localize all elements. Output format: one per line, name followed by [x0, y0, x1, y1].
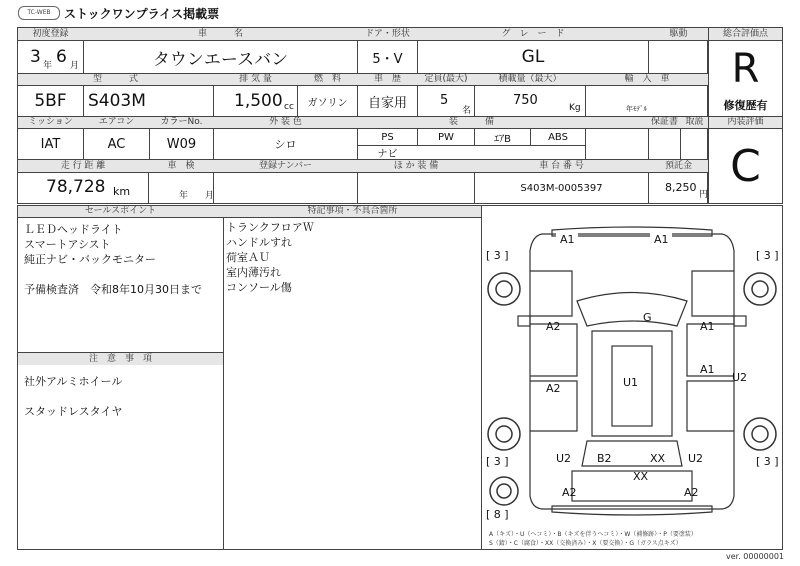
deposit: 8,250: [665, 181, 697, 194]
label-fuel: 燃 料: [298, 74, 357, 85]
left-front-fender: [530, 271, 572, 316]
damage-mark: B2: [597, 452, 612, 465]
load-cell: [475, 86, 585, 116]
label-mission: ミッション: [18, 117, 83, 128]
km-unit: km: [113, 185, 131, 198]
label-aircon: エアコン: [84, 117, 149, 128]
damage-mark: A1: [700, 320, 715, 333]
yen-unit: 円: [699, 190, 709, 200]
tire-front-right: [744, 273, 776, 305]
displacement-cell: [214, 86, 297, 116]
list-item: [24, 389, 122, 404]
label-other-equip: ほ か 装 備: [358, 161, 474, 172]
inspection-year-unit: 年: [179, 191, 189, 201]
legend-line-2: S（錆）・C（腐食）・XX（交換済み）・X（要交換）・G（ガラス点キズ）: [489, 540, 682, 547]
chassis-number: S403M-0005397: [520, 182, 603, 194]
tire-rear-right: [744, 418, 776, 450]
defects-list: [226, 220, 314, 295]
label-equipment: 装 備: [358, 117, 585, 128]
tire-label-rear-left: [ 3 ]: [486, 455, 509, 468]
capacity-cell: [418, 86, 474, 116]
damage-mark: A2: [546, 382, 561, 395]
inspection-cell: [149, 173, 213, 203]
mission: IAT: [40, 136, 61, 152]
import-cell: [586, 86, 708, 116]
label-exterior: 外 装 色: [214, 117, 357, 128]
damage-mark: U2: [556, 452, 572, 465]
equip-abs: ABS: [548, 131, 568, 143]
label-grade: グ レ ー ド: [418, 29, 648, 40]
label-manual: 取説: [681, 117, 708, 128]
label-model: 型 式: [18, 74, 213, 85]
tire-rear-right-inner: [752, 426, 768, 442]
right-rear-door: [687, 381, 734, 431]
model-prefix: 5BF: [34, 91, 67, 111]
car-name: タウンエースバン: [152, 49, 289, 70]
displacement: 1,500: [234, 91, 283, 111]
label-warranty: 保証書: [650, 117, 678, 127]
fuel: ガソリン: [307, 97, 348, 109]
load: 750: [513, 93, 538, 108]
windshield: [577, 293, 687, 327]
mileage-cell: [18, 173, 148, 203]
label-deposit: 預託金: [649, 161, 708, 172]
tire-front-right-inner: [752, 281, 768, 297]
label-category: 車 歴: [358, 74, 417, 85]
tire-label-front-left: [ 3 ]: [486, 249, 509, 262]
label-first-reg: 初度登録: [18, 29, 83, 40]
list-item: ＬＥＤヘッドライト: [24, 223, 123, 236]
overall-note: 修復歴有: [723, 99, 768, 112]
month-unit: 月: [70, 61, 80, 71]
load-unit: Kg: [569, 103, 581, 113]
equip-pw: PW: [438, 131, 454, 143]
label-overall-rating: 総合評価点: [709, 29, 782, 40]
damage-mark: XX: [633, 470, 649, 483]
capacity: 5: [440, 93, 449, 108]
list-item: 荷室ＡＵ: [226, 251, 270, 264]
label-capacity: 定員(最大): [418, 74, 474, 85]
equip-ps: PS: [381, 131, 394, 143]
list-item: トランクフロアＷ: [226, 221, 314, 234]
inspection-month-unit: 月: [205, 191, 215, 201]
first-reg-month: 6: [56, 47, 67, 67]
label-sales-points: セールスポイント: [18, 206, 223, 217]
label-door-shape: ドア・形状: [358, 29, 417, 40]
spare-tire-inner: [497, 484, 511, 498]
label-interior-rating: 内装評価: [709, 117, 782, 128]
label-displacement: 排 気 量: [214, 74, 297, 85]
deposit-cell: [649, 173, 708, 203]
rear-bumper: [552, 506, 712, 515]
list-item: 室内薄汚れ: [226, 266, 281, 279]
sales-points-list: [24, 222, 202, 297]
damage-mark: A2: [684, 486, 699, 499]
left-mirror: [518, 316, 530, 326]
damage-mark: A1: [654, 233, 669, 246]
label-mileage: 走 行 距 離: [18, 161, 148, 172]
door-shape: 5・V: [372, 51, 403, 67]
label-notes: 注 意 事 項: [18, 354, 223, 365]
tire-label-front-right: [ 3 ]: [756, 249, 779, 262]
page-title: ストックワンプライス掲載票: [64, 7, 220, 21]
damage-mark: A2: [562, 486, 577, 499]
label-import: 輸 入 車: [586, 74, 708, 85]
overall-rating: R: [731, 46, 760, 92]
label-chassis: 車 台 番 号: [475, 161, 648, 172]
drive: [649, 41, 708, 73]
legend-line-1: A（キズ）・U（ヘコミ）・B（キズを伴うヘコミ）・W（補修跡）・P（要塗装）: [489, 531, 697, 538]
damage-mark: A2: [546, 320, 561, 333]
equip-airbag: ｴｱB: [494, 133, 511, 145]
interior-rating: C: [730, 140, 761, 192]
capacity-unit: 名: [462, 106, 472, 116]
label-car-name: 車 名: [84, 29, 357, 40]
damage-mark: U2: [732, 371, 748, 384]
damage-mark: A1: [700, 363, 715, 376]
list-item: 純正ナビ・バックモニター: [24, 253, 156, 266]
list-item: 社外アルミホイール: [24, 375, 123, 388]
year-model: 年ﾓﾃﾞﾙ: [626, 105, 647, 113]
damage-mark: A1: [560, 233, 575, 246]
first-reg-year: 3: [30, 47, 41, 67]
cc-unit: cc: [284, 102, 294, 112]
mileage: 78,728: [46, 177, 106, 197]
logo-text: TC-WEB: [27, 9, 51, 16]
tire-rear-left: [488, 418, 520, 450]
rear-gate: [572, 471, 692, 501]
first-reg-cell: [18, 41, 83, 73]
damage-mark: U2: [688, 452, 704, 465]
notes-list: [24, 374, 122, 419]
right-front-fender: [692, 271, 734, 316]
color-no: W09: [166, 136, 197, 152]
list-item: 予備検査済 令和8年10月30日まで: [24, 283, 202, 296]
year-unit: 年: [43, 61, 53, 71]
label-color-no: カラーNo.: [150, 117, 213, 128]
tire-front-left: [488, 273, 520, 305]
right-mirror: [734, 316, 746, 326]
aircon: AC: [107, 136, 126, 152]
label-defects: 特記事項・不具合箇所: [224, 206, 481, 217]
version: ver. 00000001: [726, 552, 785, 561]
grade: GL: [521, 47, 545, 67]
list-item: ハンドルすれ: [226, 236, 292, 249]
list-item: スマートアシスト: [24, 238, 111, 251]
model: S403M: [88, 91, 146, 111]
exterior-color: シロ: [274, 138, 297, 151]
damage-mark: XX: [650, 452, 666, 465]
equip-navi: ナビ: [377, 149, 398, 160]
damage-mark: U1: [623, 376, 639, 389]
spare-tire-label: [ 8 ]: [486, 508, 509, 521]
tire-rear-left-inner: [496, 426, 512, 442]
label-plate: 登録ナンバー: [214, 161, 357, 172]
tire-label-rear-right: [ 3 ]: [756, 455, 779, 468]
label-drive: 駆動: [649, 29, 708, 40]
label-load: 積載量（最大）: [475, 74, 585, 85]
list-item: スタッドレスタイヤ: [24, 405, 123, 418]
category: 自家用: [367, 95, 407, 111]
damage-mark: G: [643, 311, 652, 324]
tire-front-left-inner: [496, 281, 512, 297]
list-item: [24, 267, 202, 282]
label-inspection: 車 検: [149, 161, 213, 172]
list-item: コンソール傷: [226, 281, 292, 294]
spare-tire: [490, 477, 518, 505]
